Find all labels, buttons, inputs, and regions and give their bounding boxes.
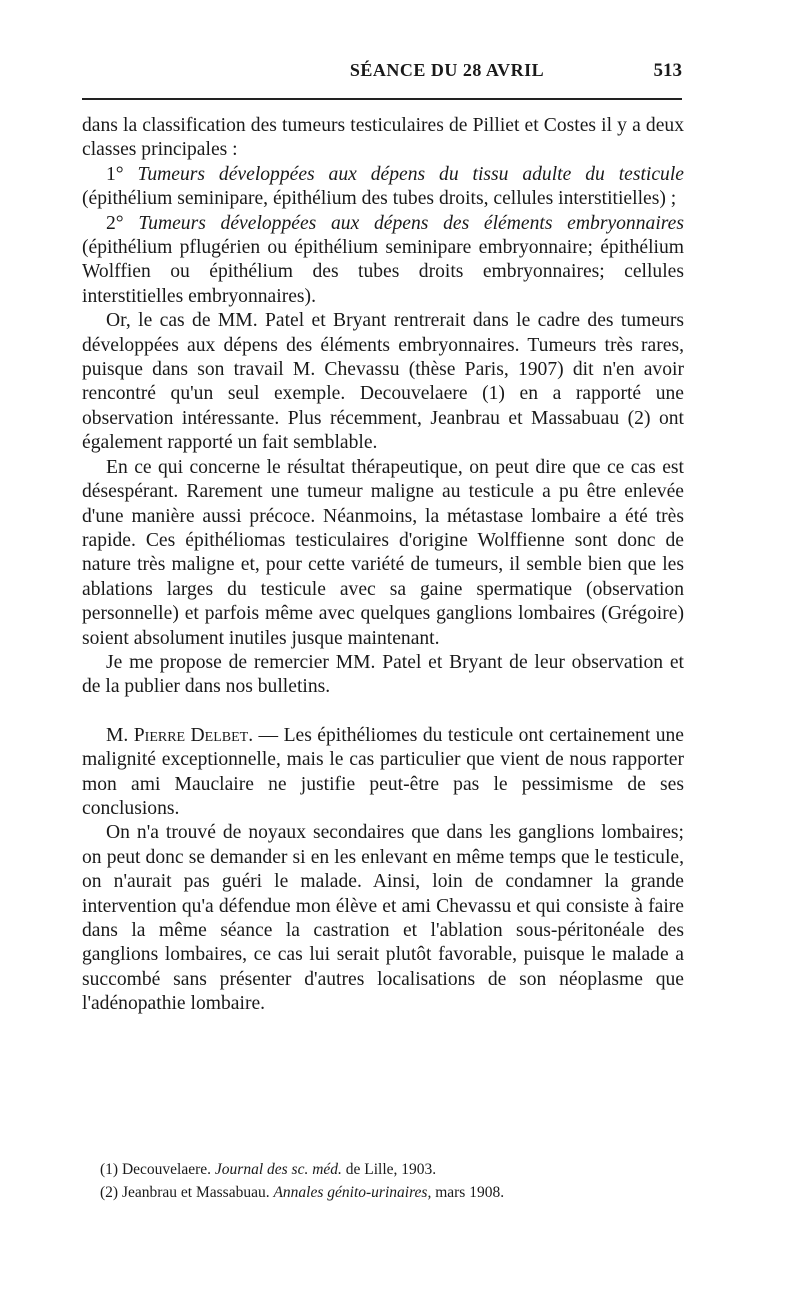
footnote-2 [100,1181,680,1204]
paragraph-2 [82,163,684,212]
paragraph-6: Je me propose de remercier MM. Patel et Bryant de leur observation et de la publier dans nos bulletins. [82,651,684,698]
class-1-title: Tumeurs développées aux dépens du tissu adulte du testicule [137,163,684,185]
footnote-2-number: (2) [100,1184,119,1201]
footnote-1-journal: Journal des sc. méd. [214,1161,342,1178]
paragraph-1: dans la classification des tumeurs testiculaires de Pilliet et Costes il y a deux classes principales : [82,115,684,161]
footnotes [100,1158,680,1204]
footnote-1-author: Decouvelaere. [118,1161,215,1178]
paragraph-4: Or, le cas de MM. Patel et Bryant rentrerait dans le cadre des tumeurs développées aux dépens des éléments embryonnaires. Tumeurs très rares, puisque dans son travail M. Chevassu (thèse Paris, 1907) dit n'en avoir rencontré qu'un seul exemple. Decouvelaere (1) en a rapporté une observation intéressante. Plus récemment, Jeanbrau et Massabuau (2) ont également rapporté un fait semblable. [82,310,684,454]
body-text [82,114,684,1017]
page-header [82,60,682,86]
footnote-2-journal: Annales génito-urinaires, [273,1184,432,1201]
list-number-2: 2° [106,212,124,234]
class-2-title: Tumeurs développées aux dépens des éléments embryonnaires [138,212,684,234]
paragraph-8: On n'a trouvé de noyaux secondaires que dans les ganglions lombaires; on peut donc se demander si en les enlevant en même temps que le testicule, on n'aurait pas guéri le malade. Ainsi, loin de condamner la grande intervention qu'a défendue mon élève et ami Chevassu et qui consiste à faire dans la même séance la castration et l'ablation sous-péritonéale des ganglions lombaires, ce cas lui serait plutôt favorable, puisque le malade a succombé sans présenter d'autres localisations de son néoplasme que l'adénopathie lombaire. [82,822,684,1015]
footnote-2-author: Jeanbrau et Massabuau. [118,1184,274,1201]
paragraph-3 [82,212,684,310]
paragraph-5: En ce qui concerne le résultat thérapeutique, on peut dire que ce cas est désespérant. Rarement une tumeur maligne au testicule a pu être enlevée d'une manière aussi précoce. Néanmoins, la métastase lombaire a été très rapide. Ces épithéliomas testiculaires d'origine Wolffienne sont donc de nature très maligne et, pour cette variété de tumeurs, il semble bien que les ablations larges du testicule avec sa gaine spermatique (observation personnelle) et parfois même avec quelques ganglions lombaires (Grégoire) soient absolument inutiles jusque maintenant. [82,456,684,649]
header-rule [82,98,682,100]
list-number-1: 1° [106,163,124,185]
paragraph-7 [82,724,684,822]
section-gap [82,700,684,724]
footnote-1-details: de Lille, 1903. [341,1161,437,1178]
speaker-remarks: — Les épithéliomes du testicule ont certainement une malignité exceptionnelle, mais le cas particulier que vient de nous rapporter mon ami Mauclaire ne justifie peut-être pas le pessimisme de ses conclusions. [82,724,684,819]
footnote-2-details: mars 1908. [431,1184,505,1201]
speaker-name: M. Pierre Delbet. [106,724,254,746]
class-1-description: (épithélium seminipare, épithélium des tubes droits, cellules interstitielles) ; [82,188,677,210]
class-2-description: (épithélium pflugérien ou épithélium seminipare embryonnaire; épithélium Wolffien ou épithélium des tubes droits embryonnaires; cellules interstitielles embryonnaires). [82,237,684,307]
footnote-1-number: (1) [100,1161,119,1178]
footnote-1 [100,1158,680,1181]
running-head: SÉANCE DU 28 AVRIL [349,60,545,80]
page-number: 513 [653,60,682,81]
